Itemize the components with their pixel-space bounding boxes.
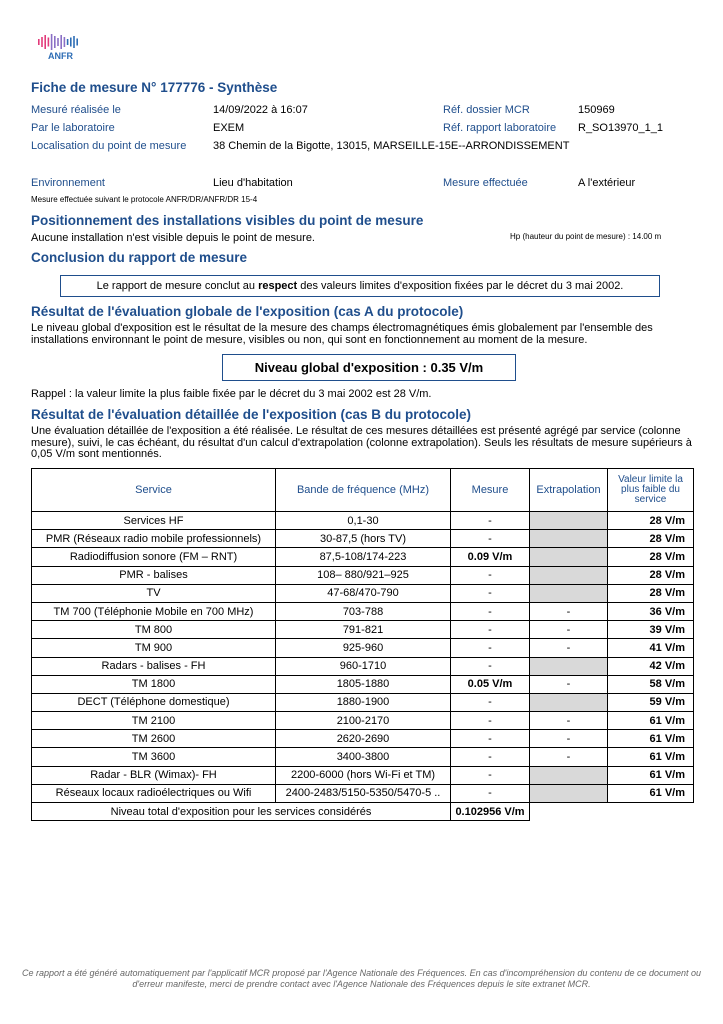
service-cell: TM 2100 — [32, 712, 276, 730]
mesure-date-label: Mesuré réalisée le — [31, 104, 121, 116]
bande-cell: 1880-1900 — [276, 693, 451, 711]
extrapolation-cell — [530, 512, 608, 530]
extrapolation-cell — [530, 766, 608, 784]
mesure-cell: - — [451, 639, 530, 657]
extrapolation-cell — [530, 530, 608, 548]
table-row — [32, 784, 694, 802]
page-title: Fiche de mesure N° 177776 - Synthèse — [31, 80, 278, 95]
anfr-logo-text: ANFR — [48, 51, 73, 61]
mesure-cell: - — [451, 766, 530, 784]
logo-wave-bar — [60, 35, 62, 49]
extrapolation-cell: - — [530, 675, 608, 693]
logo-wave-bar — [76, 39, 78, 46]
extrapolation-cell — [530, 693, 608, 711]
ref-rapport-value: R_SO13970_1_1 — [578, 122, 664, 134]
extrapolation-cell: - — [530, 602, 608, 620]
bande-cell: 2620-2690 — [276, 730, 451, 748]
service-cell: TM 3600 — [32, 748, 276, 766]
valeur-limite-cell: 42 V/m — [608, 657, 694, 675]
logo-wave-bar — [67, 39, 69, 45]
bande-cell: 791-821 — [276, 621, 451, 639]
anfr-logo — [34, 28, 94, 68]
mesure-cell: - — [451, 784, 530, 802]
extrapolation-cell: - — [530, 730, 608, 748]
service-cell: PMR - balises — [32, 566, 276, 584]
mesure-cell: - — [451, 602, 530, 620]
extrapolation-cell — [530, 548, 608, 566]
service-cell: DECT (Téléphone domestique) — [32, 693, 276, 711]
mesure-cell: 0.09 V/m — [451, 548, 530, 566]
mesure-effectuee-value: A l'extérieur — [578, 177, 636, 189]
logo-wave-bar — [54, 36, 56, 48]
service-cell: TV — [32, 584, 276, 602]
valeur-limite-cell: 28 V/m — [608, 584, 694, 602]
ref-rapport-label: Réf. rapport laboratoire — [443, 122, 557, 134]
table-row — [32, 693, 694, 711]
table-row — [32, 657, 694, 675]
valeur-limite-cell: 28 V/m — [608, 548, 694, 566]
positionnement-text: Aucune installation n'est visible depuis le point de mesure. — [31, 232, 315, 244]
laboratoire-label: Par le laboratoire — [31, 122, 115, 134]
valeur-limite-cell: 28 V/m — [608, 512, 694, 530]
mesure-date-value: 14/09/2022 à 16:07 — [213, 104, 308, 116]
service-cell: TM 800 — [32, 621, 276, 639]
mesure-cell: - — [451, 512, 530, 530]
service-cell: Radiodiffusion sonore (FM – RNT) — [32, 548, 276, 566]
valeur-limite-cell: 61 V/m — [608, 712, 694, 730]
mesure-cell: - — [451, 730, 530, 748]
col-header-service: Service — [32, 469, 276, 512]
extrapolation-cell — [530, 784, 608, 802]
globale-title: Résultat de l'évaluation globale de l'exposition (cas A du protocole) — [31, 304, 464, 319]
detaillee-text: Une évaluation détaillée de l'exposition a été réalisée. Le résultat de ces mesures détaillées est présenté agrégé par service (colonne mesure), suivi, le cas échéant, du résultat d'un calcul d'extrapolation (colonne extrapolation). Seuls les résultats de mesure supérieurs à 0,05 V/m sont mentionnés. — [31, 425, 692, 460]
localisation-value: 38 Chemin de la Bigotte, 13015, MARSEILLE-15E--ARRONDISSEMENT — [213, 140, 570, 152]
logo-wave-bar — [51, 34, 53, 50]
service-cell: TM 900 — [32, 639, 276, 657]
positionnement-title: Positionnement des installations visibles du point de mesure — [31, 213, 424, 228]
valeur-limite-cell: 61 V/m — [608, 730, 694, 748]
logo-wave-bar — [70, 38, 72, 47]
table-row — [32, 512, 694, 530]
table-row — [32, 566, 694, 584]
table-row — [32, 712, 694, 730]
table-row — [32, 621, 694, 639]
mesure-cell: - — [451, 693, 530, 711]
valeur-limite-cell: 36 V/m — [608, 602, 694, 620]
extrapolation-cell: - — [530, 639, 608, 657]
service-cell: Radar - BLR (Wimax)- FH — [32, 766, 276, 784]
service-cell: Réseaux locaux radioélectriques ou Wifi — [32, 784, 276, 802]
valeur-limite-cell: 41 V/m — [608, 639, 694, 657]
niveau-global-box: Niveau global d'exposition : 0.35 V/m — [222, 354, 516, 381]
logo-wave-bar — [41, 37, 43, 47]
bande-cell: 2400-2483/5150-5350/5470-5 .. — [276, 784, 451, 802]
conclusion-text-before: Le rapport de mesure conclut au — [96, 280, 259, 292]
extrapolation-cell: - — [530, 748, 608, 766]
service-cell: Services HF — [32, 512, 276, 530]
table-row — [32, 530, 694, 548]
table-row — [32, 639, 694, 657]
valeur-limite-cell: 59 V/m — [608, 693, 694, 711]
extrapolation-cell: - — [530, 712, 608, 730]
hauteur-point-mesure: Hp (hauteur du point de mesure) : 14.00 m — [510, 232, 662, 241]
valeur-limite-cell: 61 V/m — [608, 748, 694, 766]
col-header-extrapolation: Extrapolation — [530, 469, 608, 512]
ref-dossier-value: 150969 — [578, 104, 615, 116]
table-row — [32, 766, 694, 784]
rappel-text: Rappel : la valeur limite la plus faible fixée par le décret du 3 mai 2002 est 28 V/m. — [31, 388, 432, 400]
logo-wave-bar — [38, 39, 40, 45]
valeur-limite-cell: 28 V/m — [608, 566, 694, 584]
ref-dossier-label: Réf. dossier MCR — [443, 104, 530, 116]
extrapolation-cell — [530, 566, 608, 584]
mesures-table — [31, 468, 694, 821]
bande-cell: 30-87,5 (hors TV) — [276, 530, 451, 548]
table-row — [32, 748, 694, 766]
valeur-limite-cell: 61 V/m — [608, 784, 694, 802]
mesure-cell: - — [451, 748, 530, 766]
environnement-value: Lieu d'habitation — [213, 177, 293, 189]
bande-cell: 2200-6000 (hors Wi-Fi et TM) — [276, 766, 451, 784]
bande-cell: 2100-2170 — [276, 712, 451, 730]
localisation-label: Localisation du point de mesure — [31, 140, 187, 152]
detaillee-title: Résultat de l'évaluation détaillée de l'exposition (cas B du protocole) — [31, 407, 472, 422]
globale-text: Le niveau global d'exposition est le résultat de la mesure des champs électromagnétiques émis globalement par l'ensemble des installations environnant le point de mesure, visibles ou non, qui sont en fonctionnement au moment de la mesure. — [31, 322, 653, 346]
service-cell: TM 2600 — [32, 730, 276, 748]
footer-note: Ce rapport a été généré automatiquement par l'applicatif MCR proposé par l'Agence Nationale des Fréquences. En cas d'incompréhension du contenu de ce document ou d'erreur manifeste, merci de prendre contact avec l'Agence Nationale des Fréquences depuis le site extranet MCR. — [21, 968, 702, 989]
service-cell: TM 1800 — [32, 675, 276, 693]
col-header-bande: Bande de fréquence (MHz) — [276, 469, 451, 512]
table-row — [32, 602, 694, 620]
bande-cell: 0,1-30 — [276, 512, 451, 530]
bande-cell: 108– 880/921–925 — [276, 566, 451, 584]
extrapolation-cell — [530, 657, 608, 675]
logo-wave-bar — [64, 37, 66, 47]
logo-wave-bar — [48, 38, 50, 47]
table-row — [32, 675, 694, 693]
conclusion-title: Conclusion du rapport de mesure — [31, 250, 248, 265]
total-label: Niveau total d'exposition pour les services considérés — [32, 803, 451, 821]
conclusion-text-bold: respect — [258, 280, 298, 292]
service-cell: Radars - balises - FH — [32, 657, 276, 675]
bande-cell: 87,5-108/174-223 — [276, 548, 451, 566]
mesure-cell: - — [451, 530, 530, 548]
extrapolation-cell — [530, 584, 608, 602]
table-row — [32, 584, 694, 602]
anfr-logo-graphic — [34, 28, 94, 68]
logo-wave-bar — [44, 35, 46, 49]
valeur-limite-cell: 61 V/m — [608, 766, 694, 784]
total-row — [32, 803, 694, 821]
mesure-cell: 0.05 V/m — [451, 675, 530, 693]
mesure-cell: - — [451, 621, 530, 639]
bande-cell: 47-68/470-790 — [276, 584, 451, 602]
col-header-mesure: Mesure — [451, 469, 530, 512]
mesure-cell: - — [451, 712, 530, 730]
valeur-limite-cell: 58 V/m — [608, 675, 694, 693]
environnement-label: Environnement — [31, 177, 105, 189]
mesure-cell: - — [451, 566, 530, 584]
col-header-valeur-limite: Valeur limite la plus faible du service — [608, 469, 694, 512]
laboratoire-value: EXEM — [213, 122, 245, 134]
bande-cell: 703-788 — [276, 602, 451, 620]
mesure-cell: - — [451, 584, 530, 602]
table-row — [32, 548, 694, 566]
bande-cell: 925-960 — [276, 639, 451, 657]
logo-wave-bar — [57, 38, 59, 46]
conclusion-text-after: des valeurs limites d'exposition fixées par le décret du 3 mai 2002. — [297, 280, 624, 292]
table-row — [32, 730, 694, 748]
conclusion-box — [60, 275, 660, 297]
bande-cell: 960-1710 — [276, 657, 451, 675]
mesure-cell: - — [451, 657, 530, 675]
extrapolation-cell: - — [530, 621, 608, 639]
protocole-note: Mesure effectuée suivant le protocole ANFR/DR/ANFR/DR 15-4 — [31, 195, 258, 204]
valeur-limite-cell: 39 V/m — [608, 621, 694, 639]
service-cell: TM 700 (Téléphonie Mobile en 700 MHz) — [32, 602, 276, 620]
bande-cell: 3400-3800 — [276, 748, 451, 766]
mesure-effectuee-label: Mesure effectuée — [443, 177, 528, 189]
valeur-limite-cell: 28 V/m — [608, 530, 694, 548]
total-value: 0.102956 V/m — [451, 803, 530, 821]
bande-cell: 1805-1880 — [276, 675, 451, 693]
logo-wave-bar — [73, 36, 75, 48]
service-cell: PMR (Réseaux radio mobile professionnels) — [32, 530, 276, 548]
